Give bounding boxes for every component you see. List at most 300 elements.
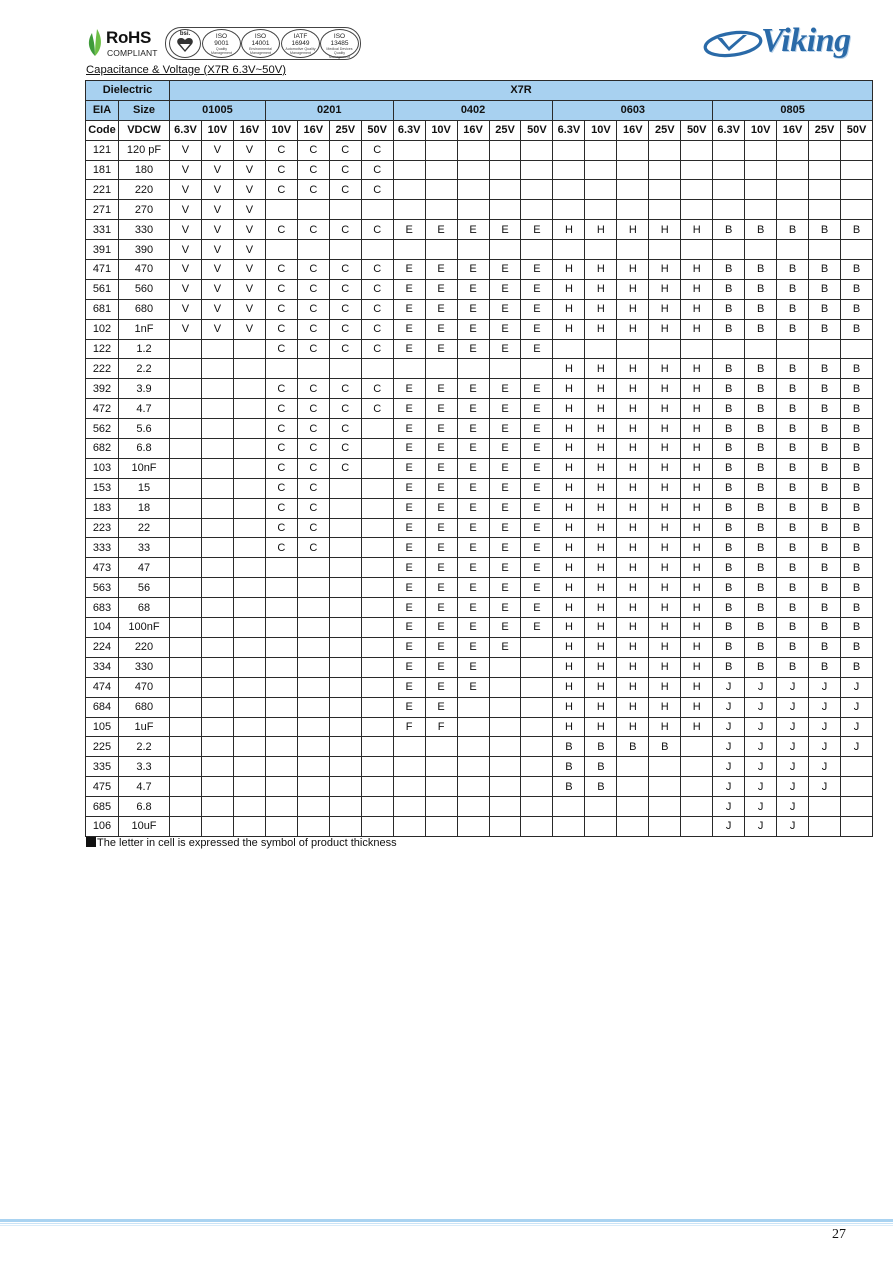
thickness-cell: J bbox=[777, 677, 809, 697]
thickness-cell: B bbox=[809, 419, 841, 439]
thickness-cell: B bbox=[745, 478, 777, 498]
thickness-cell: H bbox=[553, 399, 585, 419]
thickness-cell bbox=[170, 637, 202, 657]
thickness-cell: E bbox=[425, 399, 457, 419]
thickness-cell: C bbox=[329, 260, 361, 280]
thickness-cell: C bbox=[361, 180, 393, 200]
capacitance-cell: 1.2 bbox=[119, 339, 170, 359]
thickness-cell: J bbox=[713, 797, 745, 817]
capacitance-cell: 10nF bbox=[119, 458, 170, 478]
rohs-subtitle: COMPLIANT bbox=[107, 48, 158, 58]
thickness-cell: B bbox=[745, 538, 777, 558]
thickness-cell bbox=[681, 757, 713, 777]
thickness-cell: E bbox=[425, 538, 457, 558]
thickness-cell: J bbox=[777, 757, 809, 777]
eia-code-cell: 561 bbox=[86, 279, 119, 299]
voltage-header: 6.3V bbox=[553, 120, 585, 140]
thickness-cell: H bbox=[585, 439, 617, 459]
thickness-cell bbox=[233, 737, 265, 757]
thickness-cell: B bbox=[713, 558, 745, 578]
thickness-cell: E bbox=[489, 299, 521, 319]
capacitance-cell: 22 bbox=[119, 518, 170, 538]
thickness-cell: B bbox=[777, 458, 809, 478]
thickness-cell bbox=[457, 737, 489, 757]
thickness-cell: B bbox=[649, 737, 681, 757]
thickness-cell bbox=[170, 677, 202, 697]
thickness-cell: B bbox=[841, 498, 873, 518]
thickness-cell: B bbox=[809, 578, 841, 598]
voltage-header: 50V bbox=[361, 120, 393, 140]
thickness-cell: H bbox=[617, 359, 649, 379]
thickness-cell bbox=[393, 200, 425, 220]
thickness-cell: C bbox=[329, 399, 361, 419]
thickness-cell: C bbox=[265, 478, 297, 498]
thickness-cell: E bbox=[393, 399, 425, 419]
thickness-cell: B bbox=[713, 220, 745, 240]
thickness-cell: H bbox=[585, 379, 617, 399]
thickness-cell bbox=[201, 498, 233, 518]
thickness-cell bbox=[329, 618, 361, 638]
capacitance-cell: 3.3 bbox=[119, 757, 170, 777]
thickness-cell: E bbox=[393, 279, 425, 299]
thickness-cell: H bbox=[585, 498, 617, 518]
thickness-cell bbox=[297, 777, 329, 797]
thickness-cell: C bbox=[297, 498, 329, 518]
thickness-cell bbox=[170, 797, 202, 817]
cert-desc: Medical Devices Quality Management bbox=[326, 47, 353, 59]
thickness-cell: J bbox=[777, 697, 809, 717]
thickness-cell bbox=[329, 777, 361, 797]
thickness-cell: H bbox=[649, 220, 681, 240]
thickness-cell: H bbox=[681, 399, 713, 419]
thickness-cell: C bbox=[265, 379, 297, 399]
thickness-cell: E bbox=[521, 478, 553, 498]
table-row bbox=[86, 439, 873, 459]
thickness-cell bbox=[457, 777, 489, 797]
thickness-cell bbox=[361, 677, 393, 697]
thickness-cell: B bbox=[841, 578, 873, 598]
thickness-cell bbox=[457, 180, 489, 200]
leaf-icon bbox=[86, 27, 104, 57]
thickness-cell bbox=[329, 240, 361, 260]
thickness-cell: B bbox=[809, 657, 841, 677]
thickness-cell bbox=[457, 797, 489, 817]
thickness-cell: V bbox=[170, 299, 202, 319]
table-row bbox=[86, 757, 873, 777]
thickness-cell: E bbox=[393, 657, 425, 677]
thickness-cell: E bbox=[393, 379, 425, 399]
thickness-cell: B bbox=[585, 757, 617, 777]
thickness-cell: B bbox=[745, 637, 777, 657]
thickness-cell: B bbox=[713, 478, 745, 498]
thickness-cell bbox=[841, 797, 873, 817]
eia-code-cell: 562 bbox=[86, 419, 119, 439]
thickness-cell bbox=[201, 339, 233, 359]
thickness-cell bbox=[809, 240, 841, 260]
thickness-cell: J bbox=[777, 777, 809, 797]
voltage-header: 6.3V bbox=[713, 120, 745, 140]
eia-code-cell: 222 bbox=[86, 359, 119, 379]
thickness-cell: H bbox=[649, 598, 681, 618]
thickness-cell: C bbox=[297, 140, 329, 160]
capacitance-cell: 5.6 bbox=[119, 419, 170, 439]
thickness-cell: C bbox=[297, 379, 329, 399]
thickness-cell bbox=[521, 657, 553, 677]
vdcw-label: VDCW bbox=[119, 120, 170, 140]
thickness-cell: B bbox=[809, 439, 841, 459]
thickness-cell bbox=[170, 379, 202, 399]
thickness-cell bbox=[170, 399, 202, 419]
thickness-cell: B bbox=[809, 618, 841, 638]
thickness-cell: H bbox=[617, 279, 649, 299]
thickness-cell bbox=[170, 478, 202, 498]
thickness-cell bbox=[265, 637, 297, 657]
thickness-cell: V bbox=[233, 160, 265, 180]
thickness-cell: H bbox=[585, 657, 617, 677]
thickness-cell bbox=[649, 140, 681, 160]
thickness-cell: C bbox=[361, 220, 393, 240]
thickness-cell bbox=[585, 797, 617, 817]
thickness-cell: E bbox=[393, 677, 425, 697]
thickness-cell bbox=[841, 140, 873, 160]
thickness-cell: H bbox=[681, 458, 713, 478]
thickness-cell bbox=[617, 797, 649, 817]
thickness-cell bbox=[393, 797, 425, 817]
thickness-cell: H bbox=[617, 399, 649, 419]
thickness-cell: E bbox=[457, 399, 489, 419]
thickness-cell: E bbox=[521, 299, 553, 319]
thickness-cell bbox=[617, 339, 649, 359]
thickness-cell bbox=[329, 538, 361, 558]
thickness-cell: V bbox=[233, 140, 265, 160]
thickness-cell: E bbox=[489, 399, 521, 419]
thickness-cell: B bbox=[809, 458, 841, 478]
thickness-cell bbox=[329, 816, 361, 836]
page-number: 27 bbox=[832, 1227, 846, 1242]
thickness-cell bbox=[809, 160, 841, 180]
eia-code-cell: 225 bbox=[86, 737, 119, 757]
thickness-cell bbox=[201, 439, 233, 459]
thickness-cell: H bbox=[617, 478, 649, 498]
table-row bbox=[86, 598, 873, 618]
thickness-cell: E bbox=[425, 419, 457, 439]
thickness-cell bbox=[265, 797, 297, 817]
eia-code-cell: 223 bbox=[86, 518, 119, 538]
thickness-cell bbox=[457, 160, 489, 180]
thickness-cell: H bbox=[649, 359, 681, 379]
voltage-header: 16V bbox=[233, 120, 265, 140]
thickness-cell: E bbox=[489, 319, 521, 339]
thickness-cell bbox=[777, 240, 809, 260]
thickness-cell: C bbox=[361, 160, 393, 180]
thickness-cell: J bbox=[809, 677, 841, 697]
thickness-cell bbox=[841, 757, 873, 777]
thickness-cell bbox=[170, 657, 202, 677]
thickness-cell bbox=[585, 160, 617, 180]
thickness-cell: E bbox=[393, 339, 425, 359]
thickness-cell: H bbox=[681, 558, 713, 578]
thickness-cell: H bbox=[649, 279, 681, 299]
thickness-cell: E bbox=[393, 319, 425, 339]
thickness-cell bbox=[393, 737, 425, 757]
thickness-cell: C bbox=[329, 160, 361, 180]
thickness-cell: H bbox=[649, 379, 681, 399]
thickness-cell: E bbox=[521, 379, 553, 399]
thickness-cell bbox=[713, 339, 745, 359]
thickness-cell bbox=[745, 200, 777, 220]
thickness-cell: H bbox=[681, 478, 713, 498]
thickness-cell: H bbox=[585, 538, 617, 558]
thickness-cell: H bbox=[681, 637, 713, 657]
thickness-cell bbox=[457, 359, 489, 379]
voltage-header: 10V bbox=[265, 120, 297, 140]
viking-logo bbox=[703, 22, 853, 64]
thickness-cell: C bbox=[265, 538, 297, 558]
thickness-cell: C bbox=[329, 220, 361, 240]
capacitance-cell: 2.2 bbox=[119, 737, 170, 757]
thickness-cell: H bbox=[585, 359, 617, 379]
thickness-cell: J bbox=[713, 717, 745, 737]
thickness-cell bbox=[329, 697, 361, 717]
thickness-cell: B bbox=[745, 578, 777, 598]
thickness-cell bbox=[585, 816, 617, 836]
thickness-cell bbox=[233, 816, 265, 836]
thickness-cell: B bbox=[841, 478, 873, 498]
thickness-cell bbox=[553, 200, 585, 220]
thickness-cell bbox=[361, 598, 393, 618]
thickness-cell bbox=[713, 240, 745, 260]
capacitance-cell: 100nF bbox=[119, 618, 170, 638]
capacitance-cell: 33 bbox=[119, 538, 170, 558]
thickness-cell: B bbox=[553, 757, 585, 777]
thickness-cell: V bbox=[201, 319, 233, 339]
thickness-cell bbox=[233, 797, 265, 817]
table-row bbox=[86, 717, 873, 737]
rohs-logo bbox=[86, 27, 162, 59]
table-row bbox=[86, 299, 873, 319]
table-row bbox=[86, 518, 873, 538]
thickness-cell bbox=[617, 816, 649, 836]
eia-code-cell: 471 bbox=[86, 260, 119, 280]
thickness-cell: E bbox=[393, 558, 425, 578]
thickness-cell: C bbox=[361, 299, 393, 319]
table-row bbox=[86, 657, 873, 677]
thickness-cell bbox=[489, 737, 521, 757]
thickness-cell bbox=[425, 359, 457, 379]
thickness-cell: B bbox=[777, 637, 809, 657]
thickness-cell: H bbox=[617, 538, 649, 558]
thickness-cell bbox=[521, 140, 553, 160]
thickness-cell bbox=[170, 538, 202, 558]
thickness-cell: E bbox=[457, 657, 489, 677]
thickness-cell: B bbox=[809, 220, 841, 240]
bsi-badge bbox=[169, 29, 201, 58]
thickness-cell bbox=[393, 140, 425, 160]
thickness-cell bbox=[329, 757, 361, 777]
thickness-cell: H bbox=[553, 319, 585, 339]
thickness-cell bbox=[265, 816, 297, 836]
thickness-cell bbox=[457, 816, 489, 836]
thickness-cell: H bbox=[649, 439, 681, 459]
thickness-cell: C bbox=[361, 279, 393, 299]
thickness-cell bbox=[361, 797, 393, 817]
thickness-cell: E bbox=[457, 339, 489, 359]
thickness-cell: J bbox=[745, 757, 777, 777]
thickness-cell bbox=[329, 637, 361, 657]
capacitance-cell: 18 bbox=[119, 498, 170, 518]
thickness-cell: E bbox=[521, 220, 553, 240]
thickness-cell bbox=[297, 797, 329, 817]
square-bullet-icon bbox=[86, 837, 96, 847]
thickness-cell: H bbox=[617, 220, 649, 240]
capacitance-cell: 2.2 bbox=[119, 359, 170, 379]
thickness-cell bbox=[297, 677, 329, 697]
cert-number: 13485 bbox=[330, 40, 349, 47]
eia-code-cell: 682 bbox=[86, 439, 119, 459]
thickness-cell bbox=[457, 697, 489, 717]
thickness-cell: J bbox=[713, 757, 745, 777]
thickness-cell: C bbox=[297, 160, 329, 180]
cert-number: 9001 bbox=[214, 40, 229, 47]
thickness-cell bbox=[297, 200, 329, 220]
thickness-cell bbox=[713, 180, 745, 200]
thickness-cell: H bbox=[617, 260, 649, 280]
thickness-cell: E bbox=[393, 498, 425, 518]
thickness-cell: H bbox=[681, 379, 713, 399]
eia-code-cell: 331 bbox=[86, 220, 119, 240]
table-row bbox=[86, 816, 873, 836]
thickness-cell bbox=[233, 458, 265, 478]
thickness-cell: H bbox=[553, 260, 585, 280]
table-row bbox=[86, 558, 873, 578]
thickness-cell: J bbox=[745, 777, 777, 797]
thickness-cell: B bbox=[713, 439, 745, 459]
thickness-cell bbox=[201, 677, 233, 697]
thickness-cell bbox=[425, 200, 457, 220]
thickness-cell bbox=[489, 697, 521, 717]
thickness-cell: E bbox=[457, 518, 489, 538]
capacitance-cell: 470 bbox=[119, 677, 170, 697]
thickness-cell: B bbox=[841, 220, 873, 240]
thickness-cell bbox=[489, 717, 521, 737]
thickness-cell: V bbox=[170, 319, 202, 339]
voltage-header: 10V bbox=[745, 120, 777, 140]
voltage-header: 50V bbox=[681, 120, 713, 140]
thickness-cell bbox=[521, 180, 553, 200]
thickness-cell bbox=[297, 697, 329, 717]
thickness-cell: B bbox=[777, 260, 809, 280]
thickness-cell: C bbox=[361, 339, 393, 359]
thickness-cell: B bbox=[745, 359, 777, 379]
thickness-cell: H bbox=[585, 717, 617, 737]
thickness-cell: E bbox=[457, 558, 489, 578]
cert-iatf-16949 bbox=[281, 29, 320, 58]
thickness-cell: V bbox=[233, 260, 265, 280]
thickness-cell bbox=[585, 180, 617, 200]
thickness-cell: E bbox=[393, 220, 425, 240]
thickness-cell bbox=[745, 240, 777, 260]
thickness-cell: E bbox=[425, 618, 457, 638]
thickness-cell bbox=[521, 777, 553, 797]
thickness-cell bbox=[681, 140, 713, 160]
note-text: The letter in cell is expressed the symbol of product thickness bbox=[97, 837, 397, 849]
thickness-cell: J bbox=[841, 737, 873, 757]
thickness-cell: J bbox=[745, 717, 777, 737]
thickness-cell bbox=[201, 757, 233, 777]
thickness-cell: H bbox=[585, 578, 617, 598]
thickness-cell bbox=[841, 339, 873, 359]
dielectric-value: X7R bbox=[170, 81, 873, 101]
thickness-cell: E bbox=[425, 458, 457, 478]
thickness-cell: C bbox=[297, 339, 329, 359]
table-row bbox=[86, 737, 873, 757]
thickness-cell bbox=[329, 797, 361, 817]
thickness-cell bbox=[201, 717, 233, 737]
thickness-cell: E bbox=[425, 478, 457, 498]
thickness-cell bbox=[170, 757, 202, 777]
voltage-header: 6.3V bbox=[170, 120, 202, 140]
thickness-cell: E bbox=[521, 399, 553, 419]
thickness-cell bbox=[201, 458, 233, 478]
thickness-cell bbox=[649, 160, 681, 180]
thickness-cell: E bbox=[393, 578, 425, 598]
thickness-cell: E bbox=[393, 458, 425, 478]
thickness-cell: E bbox=[521, 578, 553, 598]
cert-type: ISO bbox=[215, 33, 228, 40]
thickness-cell bbox=[553, 339, 585, 359]
thickness-cell bbox=[233, 657, 265, 677]
thickness-cell: B bbox=[745, 657, 777, 677]
thickness-cell: B bbox=[809, 637, 841, 657]
thickness-cell: E bbox=[393, 598, 425, 618]
thickness-cell: V bbox=[170, 160, 202, 180]
table-row bbox=[86, 677, 873, 697]
thickness-cell bbox=[777, 339, 809, 359]
thickness-cell bbox=[809, 140, 841, 160]
thickness-cell bbox=[170, 518, 202, 538]
thickness-cell: E bbox=[393, 697, 425, 717]
thickness-cell: H bbox=[585, 478, 617, 498]
thickness-cell: B bbox=[841, 558, 873, 578]
thickness-cell: B bbox=[713, 279, 745, 299]
thickness-cell: H bbox=[681, 578, 713, 598]
thickness-cell: H bbox=[617, 618, 649, 638]
thickness-cell: B bbox=[745, 558, 777, 578]
thickness-cell: B bbox=[777, 578, 809, 598]
thickness-cell: H bbox=[617, 598, 649, 618]
thickness-cell bbox=[297, 637, 329, 657]
dielectric-label: Dielectric bbox=[86, 81, 170, 101]
thickness-cell: E bbox=[425, 598, 457, 618]
thickness-cell bbox=[329, 359, 361, 379]
cert-iso-14001 bbox=[241, 29, 280, 58]
thickness-cell bbox=[521, 816, 553, 836]
thickness-cell: B bbox=[745, 399, 777, 419]
thickness-cell: E bbox=[457, 439, 489, 459]
thickness-cell: E bbox=[425, 260, 457, 280]
thickness-cell: C bbox=[265, 439, 297, 459]
thickness-cell: H bbox=[681, 419, 713, 439]
footer-rule bbox=[0, 1219, 893, 1222]
thickness-cell bbox=[233, 498, 265, 518]
thickness-cell bbox=[361, 478, 393, 498]
thickness-cell bbox=[649, 777, 681, 797]
table-row bbox=[86, 697, 873, 717]
thickness-cell: H bbox=[585, 677, 617, 697]
table-row bbox=[86, 200, 873, 220]
thickness-cell: C bbox=[297, 439, 329, 459]
thickness-cell bbox=[361, 240, 393, 260]
